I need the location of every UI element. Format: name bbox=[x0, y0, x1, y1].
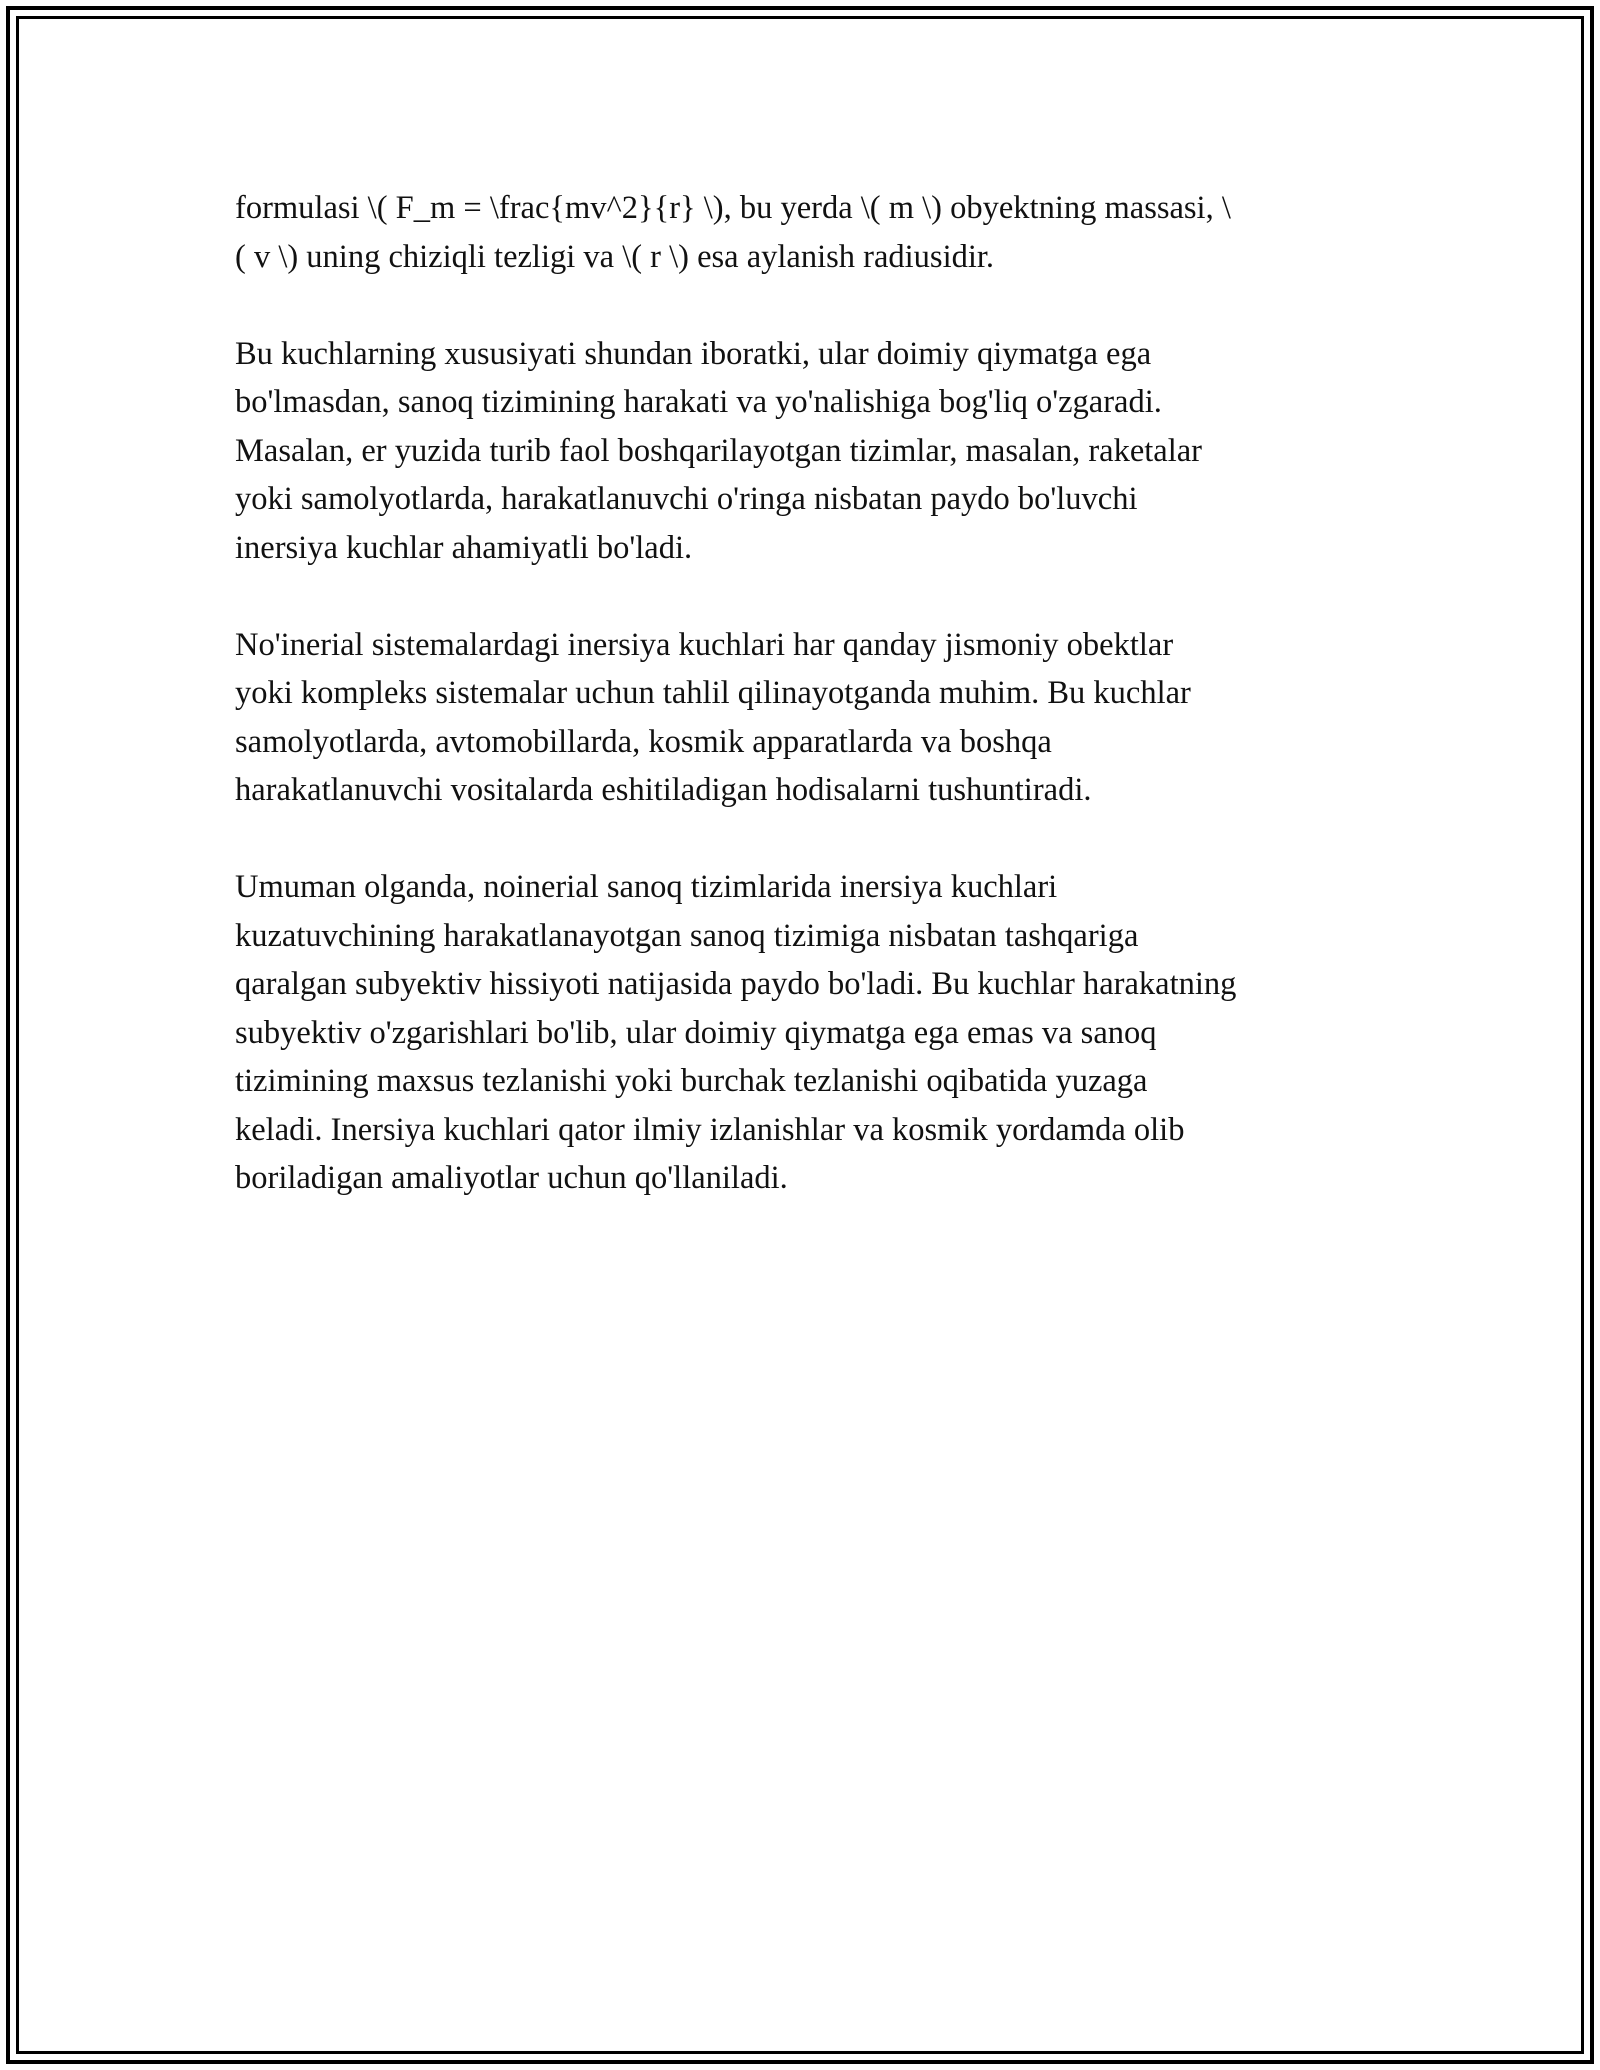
document-body bbox=[235, 184, 1375, 1251]
paragraph-force-properties: Bu kuchlarning xususiyati shundan iboratki, ular doimiy qiymatga ega bo'lmasdan, sanoq tizimining harakati va yo'nalishiga bog'liq o'zgaradi. Masalan, er yuzida turib faol boshqarilayotgan tizimlar, masalan, raketalar yoki samolyotlarda, harakatlanuvchi o'ringa nisbatan paydo bo'luvchi inersiya kuchlar ahamiyatli bo'ladi. bbox=[235, 335, 1203, 566]
paragraph-noninertial-systems: No'inerial sistemalardagi inersiya kuchlari har qanday jismoniy obektlar yoki kompleks sistemalar uchun tahlil qilinayotganda muhim. Bu kuchlar samolyotlarda, avtomobillarda, kosmik apparatlarda va boshqa harakatlanuvchi vositalarda eshitiladigan hodisalarni tushuntiradi. bbox=[235, 626, 1191, 808]
paragraph-conclusion: Umuman olganda, noinerial sanoq tizimlarida inersiya kuchlari kuzatuvchining harakatlanayotgan sanoq tizimiga nisbatan tashqariga qaralgan subyektiv hissiyoti natijasida paydo bo'ladi. Bu kuchlar harakatning subyektiv o'zgarishlari bo'lib, ular doimiy qiymatga ega emas va sanoq tizimining maxsus tezlanishi yoki burchak tezlanishi oqibatida yuzaga keladi. Inersiya kuchlari qator ilmiy izlanishlar va kosmik yordamda olib boriladigan amaliyotlar uchun qo'llaniladi. bbox=[235, 869, 1237, 1196]
paragraph-formula: formulasi \( F_m = \frac{mv^2}{r} \), bu yerda \( m \) obyektning massasi, \ ( v \) uning chiziqli tezligi va \( r \) esa aylanish radiusidir. bbox=[235, 190, 1231, 275]
